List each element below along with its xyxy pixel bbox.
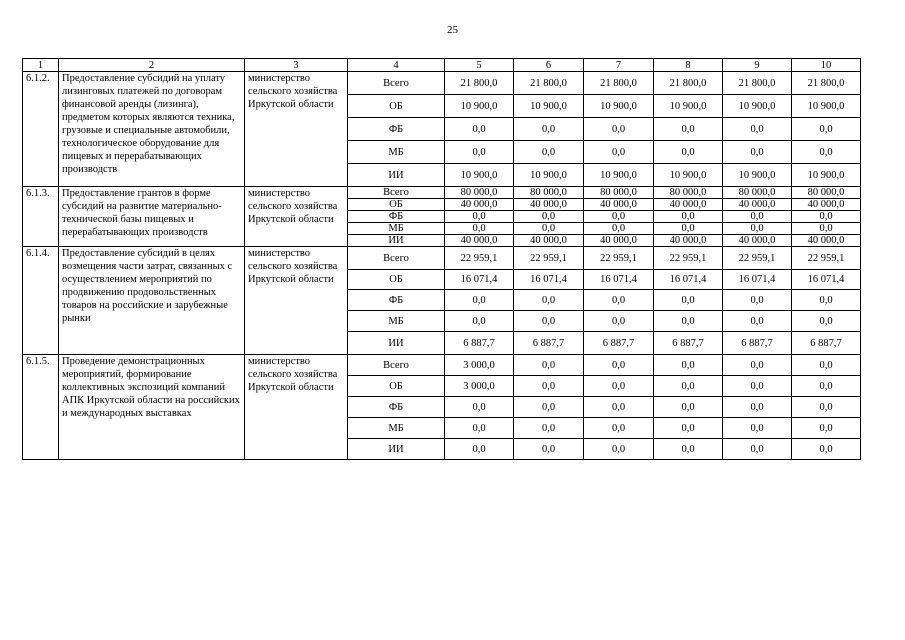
amount-cell: 0,0	[654, 418, 723, 439]
amount-cell: 21 800,0	[445, 72, 514, 95]
amount-cell: 40 000,0	[584, 235, 654, 247]
amount-cell: 0,0	[723, 311, 792, 332]
amount-cell: 0,0	[792, 439, 861, 460]
amount-cell: 0,0	[514, 439, 584, 460]
amount-cell: 0,0	[792, 290, 861, 311]
amount-cell: 10 900,0	[654, 95, 723, 118]
measure-description: Предоставление субсидий на уплату лизинговых платежей по договорам финансовой аренды (лизинга), предметом которых являются техника, грузовые и специальные автомобили, технологическое оборудование для пищевых и перерабатывающих производств	[59, 72, 245, 187]
funding-source: ФБ	[348, 211, 445, 223]
header-cell-10: 10	[792, 59, 861, 72]
funding-source: ОБ	[348, 199, 445, 211]
header-row	[23, 59, 861, 72]
funding-source: Всего	[348, 247, 445, 270]
amount-cell: 3 000,0	[445, 355, 514, 376]
responsible-agency: министерство сельского хозяйства Иркутской области	[245, 355, 348, 460]
amount-cell: 0,0	[792, 397, 861, 418]
amount-cell: 0,0	[584, 355, 654, 376]
measure-code: 6.1.4.	[23, 247, 59, 355]
amount-cell: 40 000,0	[792, 199, 861, 211]
header-cell-6: 6	[514, 59, 584, 72]
amount-cell: 0,0	[584, 311, 654, 332]
amount-cell: 80 000,0	[723, 187, 792, 199]
page-number: 25	[447, 24, 458, 36]
funding-source: ИИ	[348, 439, 445, 460]
measure-description: Предоставление субсидий в целях возмещения части затрат, связанных с осуществлением мероприятий по продвижению продовольственных товаров на российские и зарубежные рынки	[59, 247, 245, 355]
amount-cell: 22 959,1	[514, 247, 584, 270]
amount-cell: 0,0	[654, 376, 723, 397]
amount-cell: 16 071,4	[723, 270, 792, 290]
amount-cell: 0,0	[723, 211, 792, 223]
amount-cell: 21 800,0	[584, 72, 654, 95]
header-cell-4: 4	[348, 59, 445, 72]
amount-cell: 0,0	[723, 439, 792, 460]
funding-source: МБ	[348, 418, 445, 439]
amount-cell: 10 900,0	[792, 95, 861, 118]
amount-cell: 0,0	[792, 141, 861, 164]
amount-cell: 16 071,4	[445, 270, 514, 290]
amount-cell: 0,0	[792, 311, 861, 332]
funding-source: ИИ	[348, 164, 445, 187]
amount-cell: 0,0	[654, 141, 723, 164]
amount-cell: 0,0	[514, 141, 584, 164]
amount-cell: 21 800,0	[654, 72, 723, 95]
amount-cell: 0,0	[584, 141, 654, 164]
amount-cell: 0,0	[445, 439, 514, 460]
funding-source: ОБ	[348, 95, 445, 118]
amount-cell: 0,0	[584, 211, 654, 223]
amount-cell: 80 000,0	[514, 187, 584, 199]
amount-cell: 0,0	[723, 118, 792, 141]
amount-cell: 10 900,0	[514, 95, 584, 118]
amount-cell: 40 000,0	[584, 199, 654, 211]
amount-cell: 0,0	[514, 418, 584, 439]
funding-source: ИИ	[348, 235, 445, 247]
responsible-agency: министерство сельского хозяйства Иркутской области	[245, 247, 348, 355]
amount-cell: 0,0	[723, 418, 792, 439]
amount-cell: 10 900,0	[514, 164, 584, 187]
amount-cell: 6 887,7	[792, 332, 861, 355]
amount-cell: 40 000,0	[654, 235, 723, 247]
funding-source: МБ	[348, 223, 445, 235]
amount-cell: 0,0	[654, 211, 723, 223]
measure-description: Предоставление грантов в форме субсидий на развитие материально-технической базы пищевых и перерабатывающих производств	[59, 187, 245, 247]
header-cell-7: 7	[584, 59, 654, 72]
amount-cell: 6 887,7	[584, 332, 654, 355]
amount-cell: 6 887,7	[514, 332, 584, 355]
amount-cell: 0,0	[514, 376, 584, 397]
amount-cell: 21 800,0	[792, 72, 861, 95]
amount-cell: 0,0	[792, 355, 861, 376]
amount-cell: 0,0	[654, 397, 723, 418]
amount-cell: 40 000,0	[723, 235, 792, 247]
amount-cell: 0,0	[723, 376, 792, 397]
amount-cell: 16 071,4	[584, 270, 654, 290]
header-cell-1: 1	[23, 59, 59, 72]
funding-source: ОБ	[348, 376, 445, 397]
amount-cell: 40 000,0	[445, 235, 514, 247]
amount-cell: 40 000,0	[514, 199, 584, 211]
amount-cell: 22 959,1	[584, 247, 654, 270]
header-cell-9: 9	[723, 59, 792, 72]
table-row	[23, 247, 861, 270]
responsible-agency: министерство сельского хозяйства Иркутской области	[245, 187, 348, 247]
amount-cell: 0,0	[654, 290, 723, 311]
amount-cell: 22 959,1	[654, 247, 723, 270]
amount-cell: 21 800,0	[514, 72, 584, 95]
table-row	[23, 355, 861, 376]
amount-cell: 0,0	[792, 118, 861, 141]
responsible-agency: министерство сельского хозяйства Иркутской области	[245, 72, 348, 187]
amount-cell: 10 900,0	[584, 95, 654, 118]
amount-cell: 22 959,1	[723, 247, 792, 270]
header-cell-2: 2	[59, 59, 245, 72]
amount-cell: 0,0	[445, 397, 514, 418]
amount-cell: 40 000,0	[723, 199, 792, 211]
amount-cell: 10 900,0	[445, 164, 514, 187]
funding-source: Всего	[348, 187, 445, 199]
amount-cell: 6 887,7	[445, 332, 514, 355]
budget-table	[22, 58, 861, 460]
measure-code: 6.1.2.	[23, 72, 59, 187]
amount-cell: 0,0	[654, 439, 723, 460]
amount-cell: 16 071,4	[792, 270, 861, 290]
amount-cell: 0,0	[584, 418, 654, 439]
amount-cell: 0,0	[514, 118, 584, 141]
amount-cell: 0,0	[723, 223, 792, 235]
amount-cell: 0,0	[723, 290, 792, 311]
funding-source: ФБ	[348, 118, 445, 141]
funding-source: Всего	[348, 72, 445, 95]
amount-cell: 80 000,0	[654, 187, 723, 199]
amount-cell: 0,0	[584, 118, 654, 141]
amount-cell: 0,0	[792, 418, 861, 439]
amount-cell: 80 000,0	[584, 187, 654, 199]
amount-cell: 0,0	[723, 141, 792, 164]
funding-source: ОБ	[348, 270, 445, 290]
amount-cell: 0,0	[445, 223, 514, 235]
measure-code: 6.1.5.	[23, 355, 59, 460]
amount-cell: 0,0	[514, 311, 584, 332]
amount-cell: 22 959,1	[792, 247, 861, 270]
amount-cell: 10 900,0	[445, 95, 514, 118]
budget-body	[23, 72, 861, 460]
funding-source: МБ	[348, 141, 445, 164]
amount-cell: 0,0	[584, 223, 654, 235]
amount-cell: 0,0	[584, 290, 654, 311]
amount-cell: 0,0	[445, 418, 514, 439]
measure-description: Проведение демонстрационных мероприятий, формирование коллективных экспозиций компаний АПК Иркутской области на российских и международных выставках	[59, 355, 245, 460]
amount-cell: 6 887,7	[723, 332, 792, 355]
amount-cell: 0,0	[514, 397, 584, 418]
table-row	[23, 72, 861, 95]
amount-cell: 10 900,0	[584, 164, 654, 187]
amount-cell: 0,0	[445, 311, 514, 332]
header-cell-3: 3	[245, 59, 348, 72]
amount-cell: 0,0	[445, 118, 514, 141]
funding-source: Всего	[348, 355, 445, 376]
funding-source: ИИ	[348, 332, 445, 355]
amount-cell: 0,0	[445, 211, 514, 223]
amount-cell: 0,0	[584, 397, 654, 418]
amount-cell: 0,0	[445, 141, 514, 164]
amount-cell: 0,0	[514, 355, 584, 376]
amount-cell: 0,0	[792, 223, 861, 235]
funding-source: ФБ	[348, 397, 445, 418]
amount-cell: 0,0	[514, 211, 584, 223]
amount-cell: 0,0	[792, 376, 861, 397]
amount-cell: 0,0	[584, 439, 654, 460]
amount-cell: 80 000,0	[792, 187, 861, 199]
measure-code: 6.1.3.	[23, 187, 59, 247]
amount-cell: 0,0	[792, 211, 861, 223]
table-row	[23, 187, 861, 199]
amount-cell: 16 071,4	[514, 270, 584, 290]
header-cell-5: 5	[445, 59, 514, 72]
amount-cell: 0,0	[514, 290, 584, 311]
amount-cell: 80 000,0	[445, 187, 514, 199]
amount-cell: 0,0	[514, 223, 584, 235]
funding-source: ФБ	[348, 290, 445, 311]
amount-cell: 10 900,0	[792, 164, 861, 187]
amount-cell: 21 800,0	[723, 72, 792, 95]
amount-cell: 0,0	[723, 397, 792, 418]
amount-cell: 22 959,1	[445, 247, 514, 270]
amount-cell: 40 000,0	[445, 199, 514, 211]
funding-source: МБ	[348, 311, 445, 332]
amount-cell: 3 000,0	[445, 376, 514, 397]
amount-cell: 0,0	[723, 355, 792, 376]
header-cell-8: 8	[654, 59, 723, 72]
amount-cell: 0,0	[445, 290, 514, 311]
amount-cell: 0,0	[584, 376, 654, 397]
amount-cell: 40 000,0	[514, 235, 584, 247]
amount-cell: 10 900,0	[723, 95, 792, 118]
amount-cell: 40 000,0	[792, 235, 861, 247]
amount-cell: 40 000,0	[654, 199, 723, 211]
amount-cell: 6 887,7	[654, 332, 723, 355]
amount-cell: 0,0	[654, 118, 723, 141]
amount-cell: 0,0	[654, 311, 723, 332]
amount-cell: 10 900,0	[723, 164, 792, 187]
amount-cell: 0,0	[654, 223, 723, 235]
amount-cell: 16 071,4	[654, 270, 723, 290]
amount-cell: 10 900,0	[654, 164, 723, 187]
amount-cell: 0,0	[654, 355, 723, 376]
